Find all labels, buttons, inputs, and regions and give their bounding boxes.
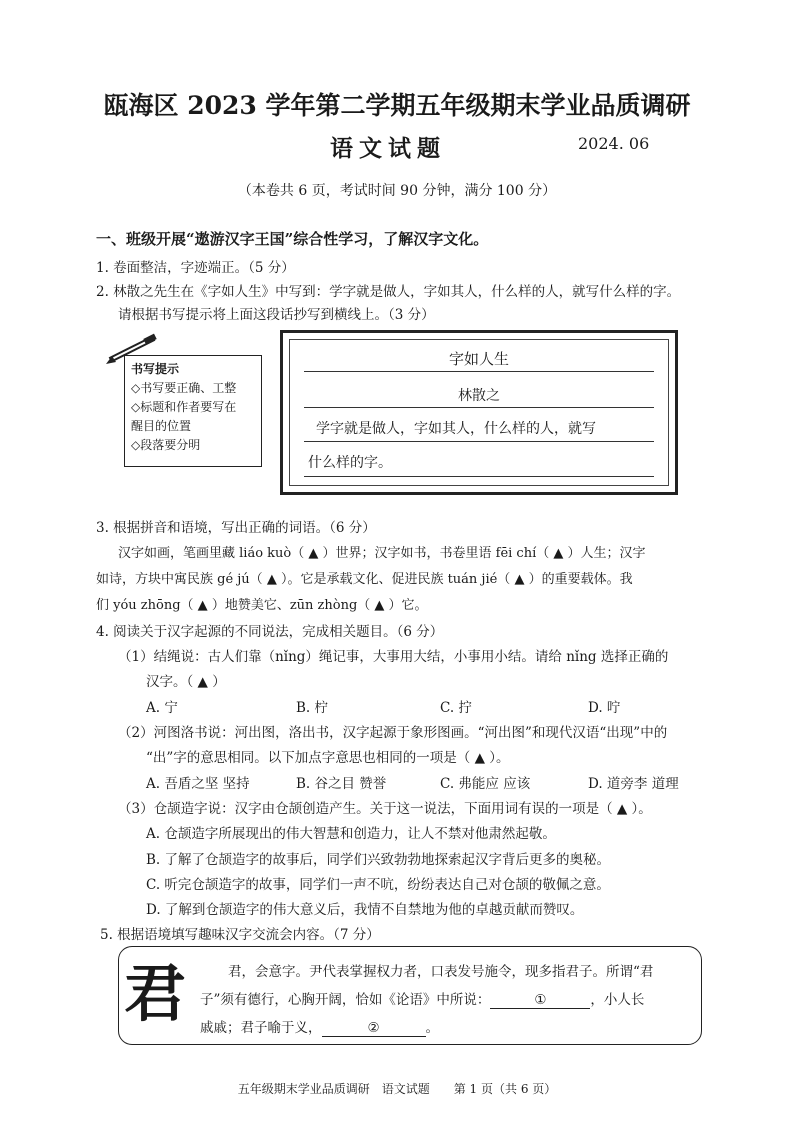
question-3-line-2: 如诗，方块中寓民族 gé jú（ ▲ ）。它是承载文化、促进民族 tuán jié（ ▲ ）的重要载体。我 [96, 572, 633, 587]
option: C. 拧 [440, 700, 472, 716]
tip-item: ◇段落要分明 [131, 438, 201, 452]
question-4-3-line-1: （3）仓颉造字说：汉字由仓颉创造产生。关于这一说法，下面用词有误的一项是（ ▲ ）。 [118, 801, 652, 817]
question-5-text: 子”须有德行，心胸开阔，恰如《论语》中所说： [200, 992, 491, 1008]
tip-item: ◇书写要正确、工整 [131, 381, 237, 395]
option: D. 咛 [588, 700, 621, 716]
tip-item: 醒目的位置 [131, 419, 192, 433]
question-3-line-1: 汉字如画，笔画里藏 liáo kuò（ ▲ ）世界；汉字如书，书卷里语 fēi chí（ ▲ ）人生；汉字 [118, 546, 646, 561]
option: C. 弗能应 应该 [440, 776, 531, 792]
question-5-text: 戚戚；君子喻于义， [200, 1020, 322, 1036]
option: B. 了解了仓颉造字的故事后，同学们兴致勃勃地探索起汉字背后更多的奥秘。 [146, 852, 611, 868]
copy-line-1: 学字就是做人，字如其人，什么样的人，就写 [316, 421, 596, 437]
question-4-2-line-1: （2）河图洛书说：河出图，洛出书，汉字起源于象形图画。“河出图”和现代汉语“出现”中的 [118, 725, 668, 741]
question-3-line-3: 们 yóu zhōng（ ▲ ）地赞美它、zūn zhòng（ ▲ ）它。 [96, 598, 428, 613]
question-5: 5. 根据语境填写趣味汉字交流会内容。（7 分） [100, 927, 380, 943]
option: D. 了解到仓颉造字的伟大意义后，我情不自禁地为他的卓越贡献而赞叹。 [146, 902, 584, 918]
question-5-line-1: 君，会意字。尹代表掌握权力者，口表发号施令，现多指君子。所谓“君 [228, 964, 654, 980]
copy-line-2: 什么样的字。 [308, 455, 392, 471]
question-4-2-line-2: “出”字的意思相同。以下加点字意思也相同的一项是（ ▲ ）。 [146, 750, 510, 766]
exam-title: 瓯海区 2023 学年第二学期五年级期末学业品质调研 [103, 91, 691, 120]
copy-author: 林散之 [458, 388, 500, 404]
question-2-line-1: 2. 林散之先生在《字如人生》中写到：学字就是做人，字如其人，什么样的人，就写什么样的字。 [96, 284, 681, 300]
writing-tips-box [124, 355, 262, 467]
question-5-line-3 [200, 1016, 439, 1037]
copy-title: 字如人生 [448, 350, 509, 368]
question-2-line-2: 请根据书写提示将上面这段话抄写到横线上。（3 分） [118, 307, 435, 323]
question-4-1-line-2: 汉字。（ ▲ ） [146, 674, 226, 690]
question-1: 1. 卷面整洁，字迹端正。（5 分） [96, 260, 295, 276]
exam-date: 2024. 06 [578, 134, 650, 153]
seal-glyph: 君 [124, 957, 187, 1030]
answer-blank-1[interactable]: ① [490, 992, 590, 1009]
question-5-text: 。 [425, 1020, 439, 1036]
page-footer: 五年级期末学业品质调研 语文试题 第 1 页（共 6 页） [237, 1082, 557, 1096]
exam-info: （本卷共 6 页，考试时间 90 分钟，满分 100 分） [237, 183, 557, 199]
option: D. 道旁李 道理 [588, 776, 679, 792]
copy-writing-box [280, 330, 678, 495]
section-heading: 一、班级开展“遨游汉字王国”综合性学习，了解汉字文化。 [96, 230, 489, 248]
question-4-1-line-1: （1）结绳说：古人们靠（nǐng）绳记事，大事用大结，小事用小结。请给 nǐng 选择正确的 [118, 649, 669, 665]
option: B. 谷之目 赞誉 [296, 776, 387, 792]
tip-item: ◇标题和作者要写在 [131, 400, 237, 414]
option: C. 听完仓颉造字的故事，同学们一声不吭，纷纷表达自己对仓颉的敬佩之意。 [146, 877, 610, 893]
question-3: 3. 根据拼音和语境，写出正确的词语。（6 分） [96, 520, 376, 536]
option: A. 宁 [146, 700, 178, 716]
tips-title: 书写提示 [131, 362, 180, 376]
question-5-text: ，小人长 [590, 992, 645, 1008]
exam-subject: 语文试题 [330, 135, 446, 162]
question-4: 4. 阅读关于汉字起源的不同说法，完成相关题目。（6 分） [96, 624, 444, 640]
question-5-line-2 [200, 988, 644, 1009]
option: A. 仓颉造字所展现出的伟大智慧和创造力，让人不禁对他肃然起敬。 [146, 826, 556, 842]
option: A. 吾盾之坚 坚持 [146, 776, 250, 792]
answer-blank-2[interactable]: ② [322, 1020, 426, 1037]
option: B. 柠 [296, 700, 329, 716]
